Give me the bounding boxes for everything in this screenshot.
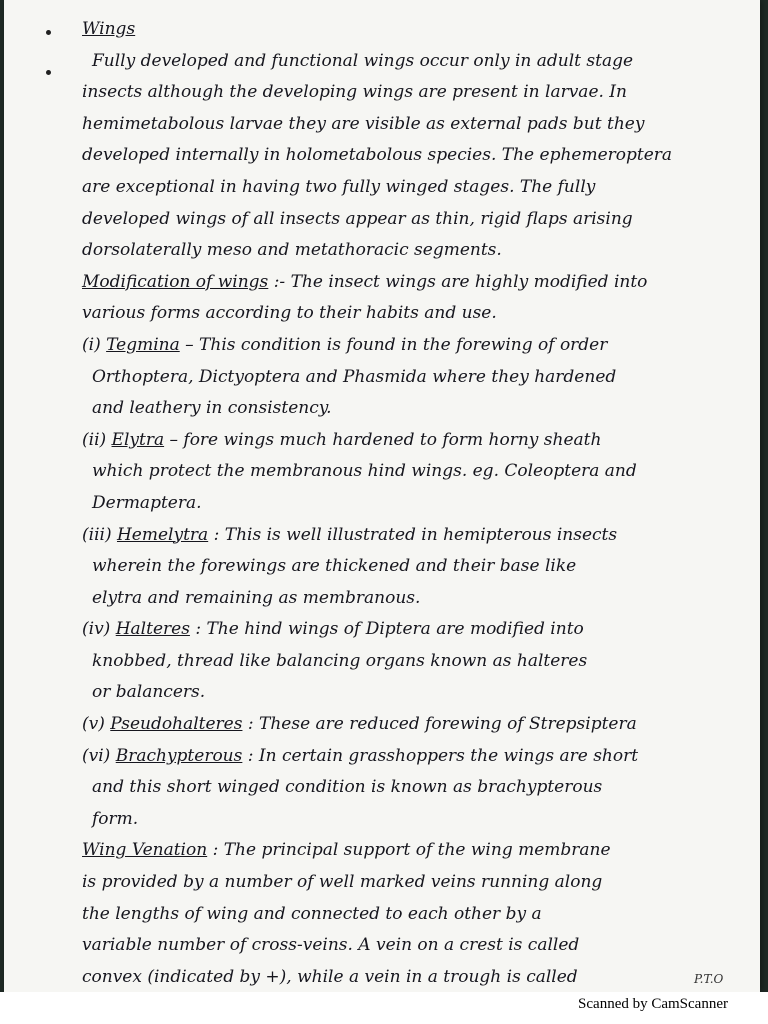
list-item-line: Dermaptera. — [92, 492, 202, 513]
list-number: (iv) — [82, 619, 111, 640]
handwritten-notes — [82, 14, 750, 993]
paragraph-line: developed internally in holometabolous species. The ephemeroptera — [82, 145, 673, 166]
paragraph-line: the lengths of wing and connected to each other by a — [82, 903, 542, 924]
list-text: : In certain grasshoppers the wings are short — [247, 745, 639, 766]
list-item-line: elytra and remaining as membranous. — [92, 587, 421, 608]
paragraph-line: hemimetabolous larvae they are visible as external pads but they — [82, 113, 645, 134]
list-term: Brachypterous — [115, 745, 243, 766]
venation-heading-line — [82, 835, 750, 867]
list-item-line: wherein the forewings are thickened and their base like — [92, 556, 577, 577]
list-item-line: and this short winged condition is known as brachypterous — [92, 777, 603, 798]
paragraph-line: insects although the developing wings are present in larvae. In — [82, 82, 627, 103]
paper-sheet — [4, 0, 760, 992]
list-term: Hemelytra — [116, 524, 209, 545]
binder-hole — [46, 70, 51, 75]
list-item-line: form. — [92, 808, 139, 829]
paragraph-line: dorsolaterally meso and metathoracic segments. — [82, 240, 502, 261]
list-term: Tegmina — [106, 334, 180, 355]
paragraph-line: variable number of cross-veins. A vein on a crest is called — [82, 935, 580, 956]
list-item-line — [82, 520, 750, 552]
list-number: (i) — [82, 334, 101, 355]
list-number: (ii) — [82, 429, 107, 450]
paragraph-line: are exceptional in having two fully winged stages. The fully — [82, 176, 596, 197]
modification-heading-line — [82, 267, 750, 299]
heading-wing-venation: Wing Venation — [82, 840, 208, 861]
list-item-line — [82, 425, 750, 457]
list-item-line: knobbed, thread like balancing organs known as halteres — [92, 650, 588, 671]
paragraph-line: Fully developed and functional wings occur only in adult stage — [92, 50, 634, 71]
pto-note: P.T.O — [694, 972, 724, 986]
heading-wings: Wings — [82, 19, 136, 39]
list-item-line: which protect the membranous hind wings. eg. Coleoptera and — [92, 461, 637, 482]
list-item-line — [82, 330, 750, 362]
scanner-watermark: Scanned by CamScanner — [578, 996, 728, 1012]
list-text: : The hind wings of Diptera are modified into — [195, 619, 584, 640]
list-item-line — [82, 741, 750, 773]
list-item-line: Orthoptera, Dictyoptera and Phasmida where they hardened — [92, 366, 617, 387]
list-text: : These are reduced forewing of Strepsiptera — [247, 714, 637, 735]
binder-hole — [46, 30, 51, 35]
list-term: Pseudohalteres — [110, 714, 243, 735]
list-term: Elytra — [111, 429, 165, 450]
list-item-line: or balancers. — [92, 682, 206, 703]
heading-modification: Modification of wings — [82, 271, 269, 292]
list-item-line — [82, 614, 750, 646]
list-text: : This is well illustrated in hemipterous insects — [213, 524, 618, 545]
list-item-line — [82, 709, 750, 741]
paragraph-line: is provided by a number of well marked veins running along — [82, 872, 603, 893]
paragraph-line: developed wings of all insects appear as thin, rigid flaps arising — [82, 208, 633, 229]
list-number: (vi) — [82, 745, 111, 766]
paragraph-text: :- The insect wings are highly modified into — [273, 271, 648, 292]
list-number: (v) — [82, 714, 105, 735]
list-number: (iii) — [82, 524, 112, 545]
list-text: – This condition is found in the forewing of order — [185, 334, 608, 355]
list-text: – fore wings much hardened to form horny sheath — [169, 429, 602, 450]
list-item-line: and leathery in consistency. — [92, 398, 332, 419]
paragraph-text: : The principal support of the wing membrane — [212, 840, 611, 861]
paragraph-line: convex (indicated by +), while a vein in a trough is called — [82, 966, 578, 987]
list-term: Halteres — [115, 619, 190, 640]
paragraph-line: various forms according to their habits and use. — [82, 303, 497, 324]
